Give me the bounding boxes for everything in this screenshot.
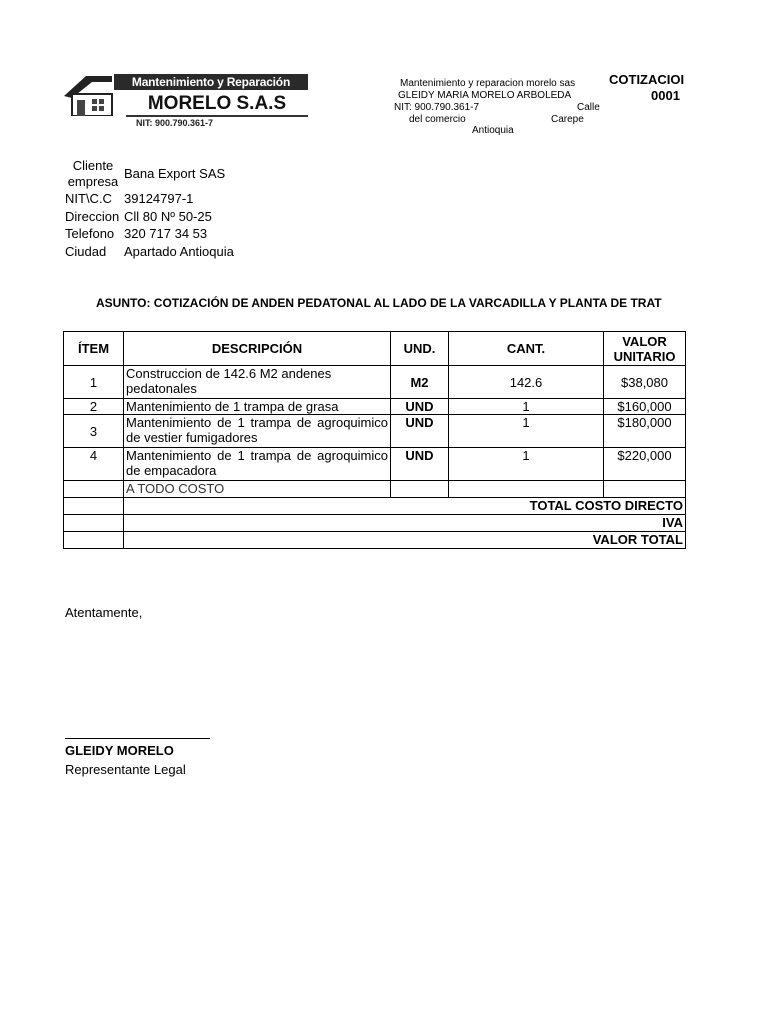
total-directo-label: TOTAL COSTO DIRECTO [124, 498, 686, 515]
iva-row [64, 515, 686, 532]
cell-cant: 1 [449, 415, 604, 448]
cell-valor: $38,080 [604, 366, 686, 399]
client-value-direccion: Cll 80 Nº 50-25 [124, 209, 212, 224]
table-header-row [64, 332, 686, 366]
client-label-ciudad: Ciudad [65, 244, 107, 259]
cell-und: UND [391, 399, 449, 415]
cell-und: UND [391, 415, 449, 448]
company-nit: NIT: 900.790.361-7 [394, 102, 480, 113]
cell-valor: $160,000 [604, 399, 686, 415]
header-item: ÍTEM [64, 332, 124, 366]
company-logo [62, 72, 308, 130]
company-comercio: del comercio [409, 114, 466, 125]
cell-item: 3 [64, 415, 124, 448]
company-city: Carepe [551, 114, 584, 125]
table-row-todo-costo [64, 481, 686, 498]
quote-number: 0001 [651, 88, 680, 103]
client-value-telefono: 320 717 34 53 [124, 226, 208, 241]
cell-desc: Mantenimiento de 1 trampa de agroquimico de vestier fumigadores [124, 415, 391, 448]
company-dept: Antioquia [472, 125, 514, 136]
table-row [64, 415, 686, 448]
company-owner: GLEIDY MARIA MORELO ARBOLEDA [398, 90, 572, 101]
signature-role: Representante Legal [65, 762, 186, 777]
signature-name: GLEIDY MORELO [65, 743, 174, 758]
client-label-direccion: Direccion [65, 209, 120, 224]
cell-cant: 142.6 [449, 366, 604, 399]
client-value-empresa: Bana Export SAS [124, 166, 226, 181]
client-label-telefono: Telefono [65, 226, 115, 241]
table-row [64, 448, 686, 481]
cell-cant: 1 [449, 399, 604, 415]
signature-line [65, 738, 210, 739]
logo-divider [126, 115, 308, 117]
logo-banner: Mantenimiento y Reparación [114, 74, 308, 90]
header-descripcion: DESCRIPCIÓN [124, 332, 391, 366]
cell-item: 2 [64, 399, 124, 415]
logo-nit: NIT: 900.790.361-7 [136, 118, 214, 128]
closing-text: Atentamente, [65, 605, 143, 620]
company-calle: Calle [577, 102, 600, 113]
cell-desc: Mantenimiento de 1 trampa de grasa [124, 399, 391, 415]
cell-desc: Mantenimiento de 1 trampa de agroquimico de empacadora [124, 448, 391, 481]
company-line1: Mantenimiento y reparacion morelo sas [400, 78, 576, 89]
house-icon [62, 74, 118, 116]
subject-line: ASUNTO: COTIZACIÓN DE ANDEN PEDATONAL AL LADO DE LA VARCADILLA Y PLANTA DE TRAT [96, 296, 662, 310]
cell-item: 4 [64, 448, 124, 481]
cell-und: UND [391, 448, 449, 481]
cell-valor: $180,000 [604, 415, 686, 448]
quote-table [63, 331, 686, 549]
client-value-ciudad: Apartado Antioquia [124, 244, 234, 259]
valor-total-label: VALOR TOTAL [124, 532, 686, 549]
logo-company-name: MORELO S.A.S [147, 93, 287, 114]
todo-costo-label: A TODO COSTO [124, 481, 391, 498]
valor-total-row [64, 532, 686, 549]
header-valor-unitario: VALOR UNITARIO [604, 332, 686, 366]
cell-item: 1 [64, 366, 124, 399]
header-cant: CANT. [449, 332, 604, 366]
quote-title: COTIZACIOI [609, 72, 685, 87]
table-row [64, 399, 686, 415]
client-label-nit: NIT\C.C [65, 191, 112, 206]
header-und: UND. [391, 332, 449, 366]
cell-desc: Construccion de 142.6 M2 andenes pedatonales [124, 366, 391, 399]
iva-label: IVA [124, 515, 686, 532]
cell-cant: 1 [449, 448, 604, 481]
client-label-empresa: Cliente empresa [67, 158, 119, 189]
client-value-nit: 39124797-1 [124, 191, 194, 206]
cell-valor: $220,000 [604, 448, 686, 481]
table-row [64, 366, 686, 399]
cell-und: M2 [391, 366, 449, 399]
total-directo-row [64, 498, 686, 515]
